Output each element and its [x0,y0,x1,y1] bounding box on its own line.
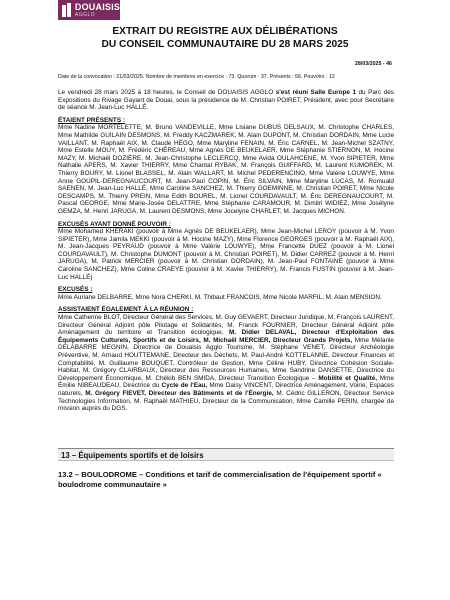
document-title [0,26,450,51]
present-heading: ÉTAIENT PRÉSENTS : [58,116,125,124]
intro-paragraph [58,89,394,112]
intro-text-c: du Parc des Expositions du Rivage Gayant de Douai, sous la présidence de M. Christian POIRET, Président, avec pour Secrétaire de séance M. Jean-Luc HALLÉ. [58,89,394,112]
present-list: Mme Nadine MORTELETTE, M. Bruno VANDEVILLE, Mme Lisiane DUBUS DELSAUX, M. Christophe CHARLES, Mme Mathilde GUILAIN DESMONS, M. Freddy KACZMAREK, M. Alain DUPONT, M. Christian DORDAIN, Mme Lucie VAILLANT, M. Raphaël AIX, M. Claude HÉGO, Mme Maryline FENAIN, M. Éric CARNEL, M. Jean-Michel SZATNY, Mme Estelle MOUY, M. Frédéric CHÉREAU, Mme Agnès DE BEUKELAER, Mme Stéphanie STIERNON, M. Hocine MAZY, M. Michaël DOZIÈRE, M. Jean-Christophe LECLERCQ, Mme Avida OULAHCENE, M. Yvon SIPIETER, Mme Nathalie APERS, M. Xavier THIERRY, Mme Chantal RYBAK, M. François GUIFFARD, M. Laurent KUMOREK, M. Thierry BOURY, M. Lionel BLASSEL, M. Alain WALLART, M. Michel PEDERENCINO, Mme Valérie LOUWYE, Mme Anne GOUPIL-DEREGNAUCOURT, M. Jean-Paul COPIN, M. Éric SILVAIN, Mme Maryline LUCAS, M. Romuald SAENEN, M. Jean-Luc HALLÉ, Mme Caroline SANCHEZ, M. Thierry GOEMINNE, M. Christian POIRET, Mme Nicole DESCAMPS, M. Thierry PREIN, Mme Edith BOUREL, M. Lionel COURDAVAULT, M. Éric DEREGNAUCOURT, M. Pascal GEORGE, Mme Marie-Josée DELATTRE, Mme Stéphanie CARAMOUR, M. Dimitri WIDIEZ, Mme Josélyne GEMZA, M. Henri JARUGA, M. Laurent DESMONS, Mme Jocelyne CHARLET, M. Jacques MICHON. [58,124,394,215]
intro-text-a: Le vendredi 28 mars 2025 à 18 heures, le Conseil de DOUAISIS AGGLO [58,89,276,96]
excused-heading: EXCUSÉS : [58,286,93,294]
excused-power-list: Mme Mohamed KHERAKI (pouvoir à Mme Agnès DE BEUKELAER), Mme Jean-Michel LEROY (pouvoir à M. Yvon SIPIETER), Mme Jamila MEKKI (pouvoir à M. Hocine MAZY), Mme Florence GEORGES (pouvoir à M. Raphaël AIX), M. Jean-Jacques PEYRAUD (pouvoir à Mme Valérie LOUWYE), Mme Francette DUEZ (pouvoir à M. Lionel COURDAVAULT), M. Christophe DUMONT (pouvoir à M. Christian POIRET), M. Didier CARREZ (pouvoir à M. Henri JARUGA), M. Patrick MERCIER (pouvoir à M. Christian DORDAIN), M. Jean-Paul FONTAINE (pouvoir à Mme Caroline SANCHEZ), Mme Coline CRAEYE (pouvoir à M. Xavier THIERRY), M. Francis FUSTIN (pouvoir à M. Jean-Luc HALLÉ) [58,228,394,281]
attending-bold-4: M. Grégory FIEVET, Directeur des Bâtiments et de l'Énergie, [85,389,274,397]
attending-text-5: M. Cédric GILLERON, Directeur Service Technologies Information, M. Raphaël MATHIEU, Directeur de la Communication, Mme Camille PERIN, chargée de mission auprès du DGS. [58,389,394,413]
deliberation-subject: 13.2 – BOULODROME – Conditions et tarif de commercialisation de l'équipement sportif « boulodrome communautaire » [58,470,382,489]
attending-text-1: Mme Catherine BLOT, Directeur Général des Services, M. Guy GEVAERT, Directeur Juridique, M. François LAURENT, Directeur Général Adjoint pôle Pilotage et Solidarités, M. Franck FOURNIER, Directeur Général Adjoint pôle Aménagement du territoire et Transition écologique, [58,314,394,337]
attending-text-2: Mme Mélanie DELABARRE MEGNIN, Directrice de Douaisis Agglo Tourisme, M. Stéphane VENET, Directeur Archéologie Préventive, M. Arnaud HOUTTEMANE, Directeur des Déchets, M. Paul-André KOTTELANNE, Directeur Finances et Comptabilité, M. Guillaume BOUQUET, Contrôleur de Gestion, Mme Céline HUBY, Directrice Cohésion Sociale-Habitat, M. Grégory CLAIRBAUX, Directeur des Ressources Humaines, Mme Sandrine DANSETTE, Directrice du Développement Économique, M. Chékib BEN SMIDA, Directeur Transition Écologique – [58,336,394,382]
section-header-band: 13 – Équipements sportifs et de loisirs [58,448,394,461]
deliberation-reference: 28/03/2025 - 46 [354,61,392,67]
document-body [58,89,394,413]
attending-text-3: Mme Émilie NIBEAUDEAU, Directrice du [58,374,394,390]
attending-bold-1: M. Didier DELAVAL, Directeur d'Exploitation des Équipements Culturels, Sportifs et de Loisirs, M. Michaël MERCIER, Directeur Grands Projets, [58,329,394,344]
excused-list: Mme Auriane DELBARRE, Mme Nora CHERKI, M. Thibaut FRANCOIS, Mme Nicole MARFIL, M. Alain MENSION. [58,293,382,301]
attending-bold-3: Cycle de l'Eau, [161,382,208,390]
attending-bold-2: Mobilité et Qualité, [318,374,378,382]
logo-mark-icon [62,3,72,17]
excused-power-heading: EXCUSÉS AYANT DONNÉ POUVOIR : [58,220,171,228]
attending-heading: ASSISTAIENT ÉGALEMENT À LA RÉUNION : [58,306,194,314]
intro-text-b: s'est réuni Salle Europe 1 [275,89,356,96]
attending-text-4: Mme Daisy VINCENT, Directrice Aménagement, Voirie, Espaces naturels, [58,382,394,397]
logo-subname: AGGLO [74,11,96,18]
title-line-1: EXTRAIT DU REGISTRE AUX DÉLIBÉRATIONS [112,26,338,37]
douaisis-agglo-logo [58,0,120,20]
attending-list [58,314,394,413]
logo-name: DOUAISIS [74,1,120,12]
title-line-2: DU CONSEIL COMMUNAUTAIRE DU 28 MARS 2025 [101,38,349,50]
convocation-info: Date de la convocation : 21/03/2025. Nombre de membres en exercice : 73. Quorum : 37. Présents : 56. Pouvoirs : 12 [58,74,335,80]
